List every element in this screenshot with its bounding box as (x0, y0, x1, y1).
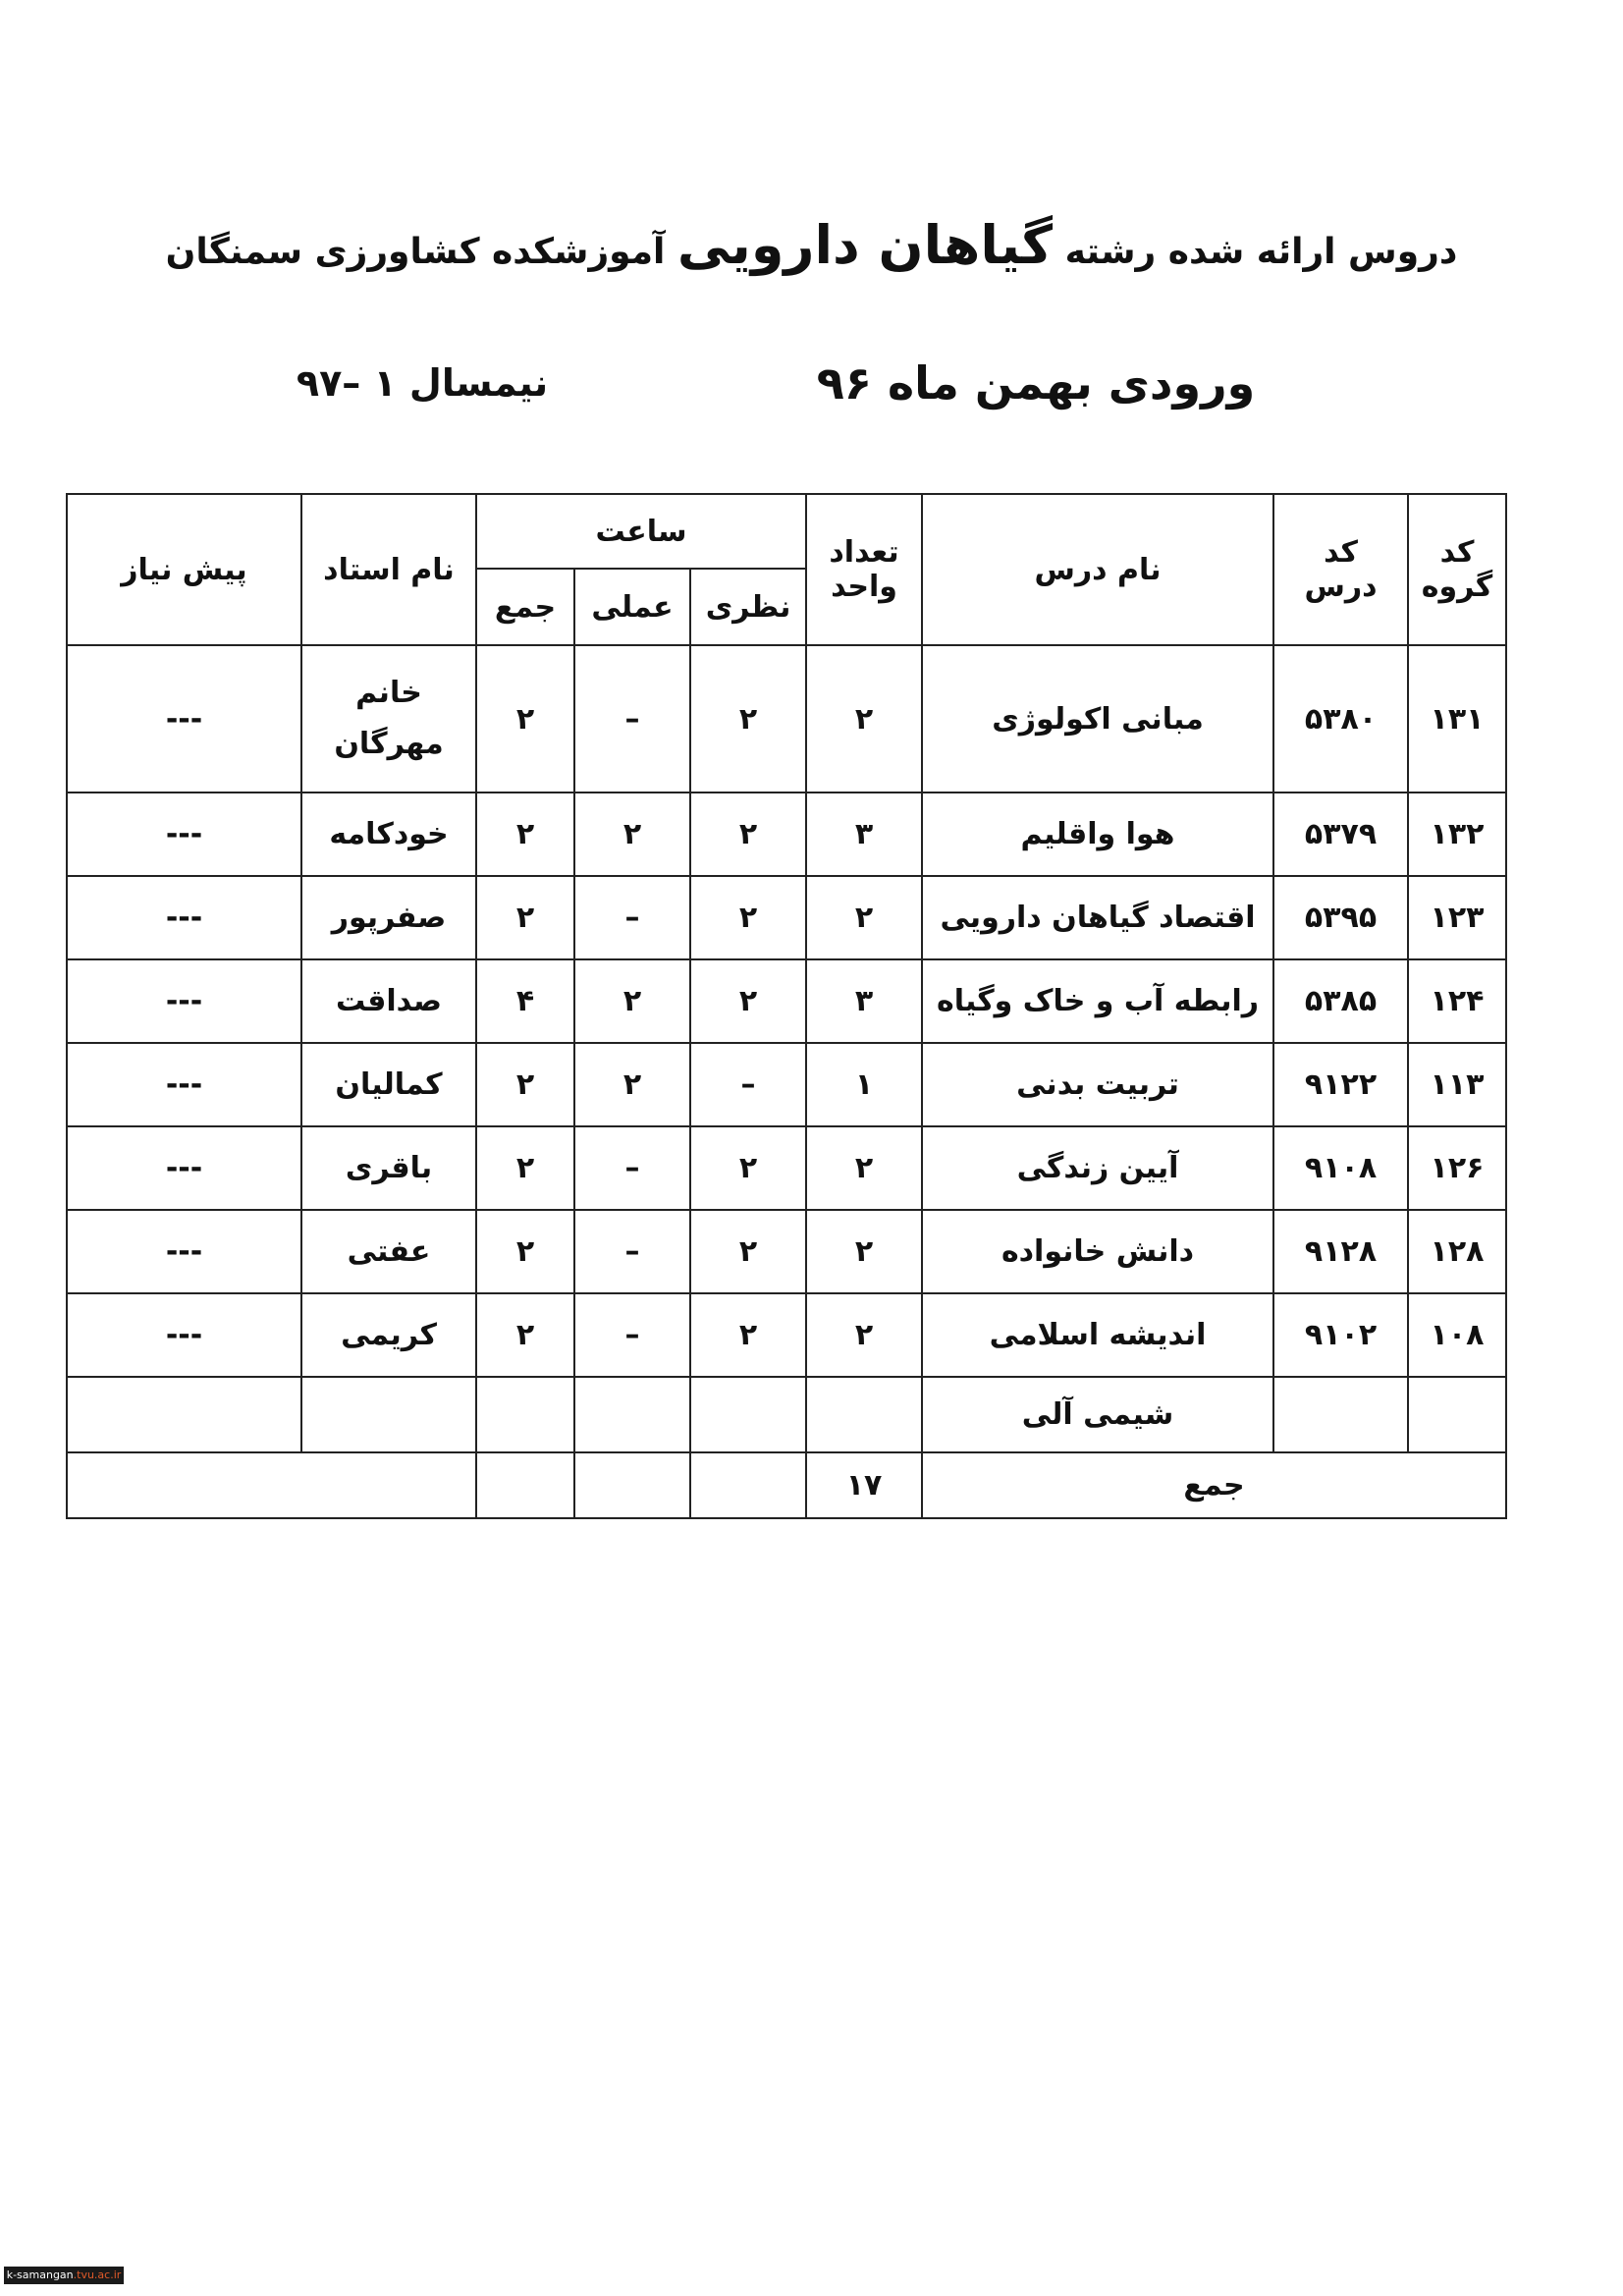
cell-practical (574, 1377, 690, 1452)
cell-group (1408, 1377, 1506, 1452)
document-title (0, 206, 1623, 285)
cell-sum (476, 1377, 574, 1452)
cell-sum: ۲ (476, 1043, 574, 1126)
cell-theory: ۲ (690, 959, 806, 1043)
table-row (67, 793, 1506, 876)
cell-prereq: --- (67, 876, 301, 959)
cell-instructor (301, 1377, 476, 1452)
total-units: ۱۷ (806, 1452, 922, 1518)
cell-prereq: --- (67, 645, 301, 793)
cell-group: ۱۳۲ (1408, 793, 1506, 876)
cell-group: ۱۳۱ (1408, 645, 1506, 793)
cell-prereq: --- (67, 793, 301, 876)
cell-units: ۲ (806, 1210, 922, 1293)
cell-sum: ۲ (476, 1210, 574, 1293)
header-units (806, 494, 922, 645)
cell-instructor: کمالیان (301, 1043, 476, 1126)
instructor-line1: خانم (355, 676, 422, 710)
cell-practical: – (574, 1126, 690, 1210)
header-units-line2: واحد (831, 570, 897, 604)
cell-group: ۱۲۴ (1408, 959, 1506, 1043)
table-row (67, 1210, 1506, 1293)
cell-practical: ۲ (574, 793, 690, 876)
cell-name: دانش خانواده (922, 1210, 1273, 1293)
cell-sum: ۲ (476, 1293, 574, 1377)
cell-name: هوا واقلیم (922, 793, 1273, 876)
cell-practical: ۲ (574, 959, 690, 1043)
cell-sum: ۲ (476, 645, 574, 793)
cell-instructor: صفرپور (301, 876, 476, 959)
table-row (67, 959, 1506, 1043)
cell-code: ۵۳۹۵ (1273, 876, 1408, 959)
cell-group: ۱۱۳ (1408, 1043, 1506, 1126)
cell-code: ۵۳۸۵ (1273, 959, 1408, 1043)
cell-prereq: --- (67, 959, 301, 1043)
header-theory: نظری (690, 569, 806, 645)
cell-units: ۲ (806, 876, 922, 959)
cell-name: آیین زندگی (922, 1126, 1273, 1210)
semester-label: نیمسال ۱ –۹۷ (296, 361, 549, 405)
cell-group: ۱۰۸ (1408, 1293, 1506, 1377)
total-practical (574, 1452, 690, 1518)
cell-prereq: --- (67, 1210, 301, 1293)
cell-sum: ۲ (476, 876, 574, 959)
cell-theory: ۲ (690, 1293, 806, 1377)
total-blank (67, 1452, 476, 1518)
header-instructor: نام استاد (301, 494, 476, 645)
header-sum: جمع (476, 569, 574, 645)
cell-practical: – (574, 1293, 690, 1377)
source-stamp (4, 2267, 124, 2284)
cell-code: ۵۳۷۹ (1273, 793, 1408, 876)
cell-code: ۵۳۸۰ (1273, 645, 1408, 793)
cell-theory: ۲ (690, 1126, 806, 1210)
cell-practical: – (574, 1210, 690, 1293)
header-group-code-line2: گروه (1421, 570, 1493, 604)
cell-theory: – (690, 1043, 806, 1126)
cell-code: ۹۱۲۲ (1273, 1043, 1408, 1126)
header-group-code (1408, 494, 1506, 645)
stamp-main: k-samangan (6, 2269, 74, 2281)
courses-table (66, 493, 1507, 1519)
cell-instructor: صداقت (301, 959, 476, 1043)
cell-prereq: --- (67, 1126, 301, 1210)
total-row (67, 1452, 1506, 1518)
header-row (67, 494, 1506, 569)
cell-units (806, 1377, 922, 1452)
cell-theory: ۲ (690, 793, 806, 876)
cell-group: ۱۲۶ (1408, 1126, 1506, 1210)
cell-group: ۱۲۸ (1408, 1210, 1506, 1293)
stamp-domain: .tvu.ac.ir (73, 2269, 122, 2281)
header-prereq: پیش نیاز (67, 494, 301, 645)
cell-sum: ۲ (476, 793, 574, 876)
table-row (67, 1377, 1506, 1452)
title-suffix: آموزشکده کشاورزی سمنگان (165, 232, 666, 272)
cell-units: ۳ (806, 793, 922, 876)
total-sum (476, 1452, 574, 1518)
cell-sum: ۲ (476, 1126, 574, 1210)
cell-name: مبانی اکولوژی (922, 645, 1273, 793)
header-group-code-line1: کد (1439, 535, 1475, 570)
table-row (67, 645, 1506, 793)
cell-code: ۹۱۰۲ (1273, 1293, 1408, 1377)
cell-theory: ۲ (690, 645, 806, 793)
cell-name: رابطه آب و خاک وگیاه (922, 959, 1273, 1043)
header-units-line1: تعداد (829, 535, 899, 570)
cell-group: ۱۲۳ (1408, 876, 1506, 959)
table-row (67, 1293, 1506, 1377)
table-row (67, 1043, 1506, 1126)
cell-practical: – (574, 876, 690, 959)
cell-units: ۲ (806, 1126, 922, 1210)
cell-theory: ۲ (690, 1210, 806, 1293)
header-hours: ساعت (476, 494, 806, 569)
cell-instructor: عفتی (301, 1210, 476, 1293)
instructor-line2: مهرگان (334, 727, 444, 761)
cell-theory: ۲ (690, 876, 806, 959)
cell-code: ۹۱۰۸ (1273, 1126, 1408, 1210)
cell-code: ۹۱۲۸ (1273, 1210, 1408, 1293)
cell-prereq: --- (67, 1043, 301, 1126)
cell-prereq (67, 1377, 301, 1452)
total-theory (690, 1452, 806, 1518)
entry-label: ورودی بهمن ماه ۹۶ (816, 356, 1256, 410)
header-course-name: نام درس (922, 494, 1273, 645)
cell-sum: ۴ (476, 959, 574, 1043)
cell-name: اندیشه اسلامی (922, 1293, 1273, 1377)
cell-practical: ۲ (574, 1043, 690, 1126)
cell-name: شیمی آلی (922, 1377, 1273, 1452)
cell-name: تربیت بدنی (922, 1043, 1273, 1126)
table-row (67, 876, 1506, 959)
cell-instructor: کریمی (301, 1293, 476, 1377)
total-label: جمع (922, 1452, 1506, 1518)
title-major: گیاهان دارویی (676, 214, 1054, 276)
cell-instructor (301, 645, 476, 793)
cell-code (1273, 1377, 1408, 1452)
header-course-code (1273, 494, 1408, 645)
cell-theory (690, 1377, 806, 1452)
cell-name: اقتصاد گیاهان دارویی (922, 876, 1273, 959)
cell-instructor: خودکامه (301, 793, 476, 876)
header-course-code-line1: کد (1324, 535, 1358, 570)
table-row (67, 1126, 1506, 1210)
title-prefix: دروس ارائه شده رشته (1064, 232, 1458, 272)
header-practical: عملی (574, 569, 690, 645)
cell-prereq: --- (67, 1293, 301, 1377)
cell-units: ۱ (806, 1043, 922, 1126)
cell-units: ۲ (806, 1293, 922, 1377)
header-course-code-line2: درس (1304, 570, 1378, 604)
cell-instructor: باقری (301, 1126, 476, 1210)
cell-practical: – (574, 645, 690, 793)
cell-units: ۳ (806, 959, 922, 1043)
cell-units: ۲ (806, 645, 922, 793)
